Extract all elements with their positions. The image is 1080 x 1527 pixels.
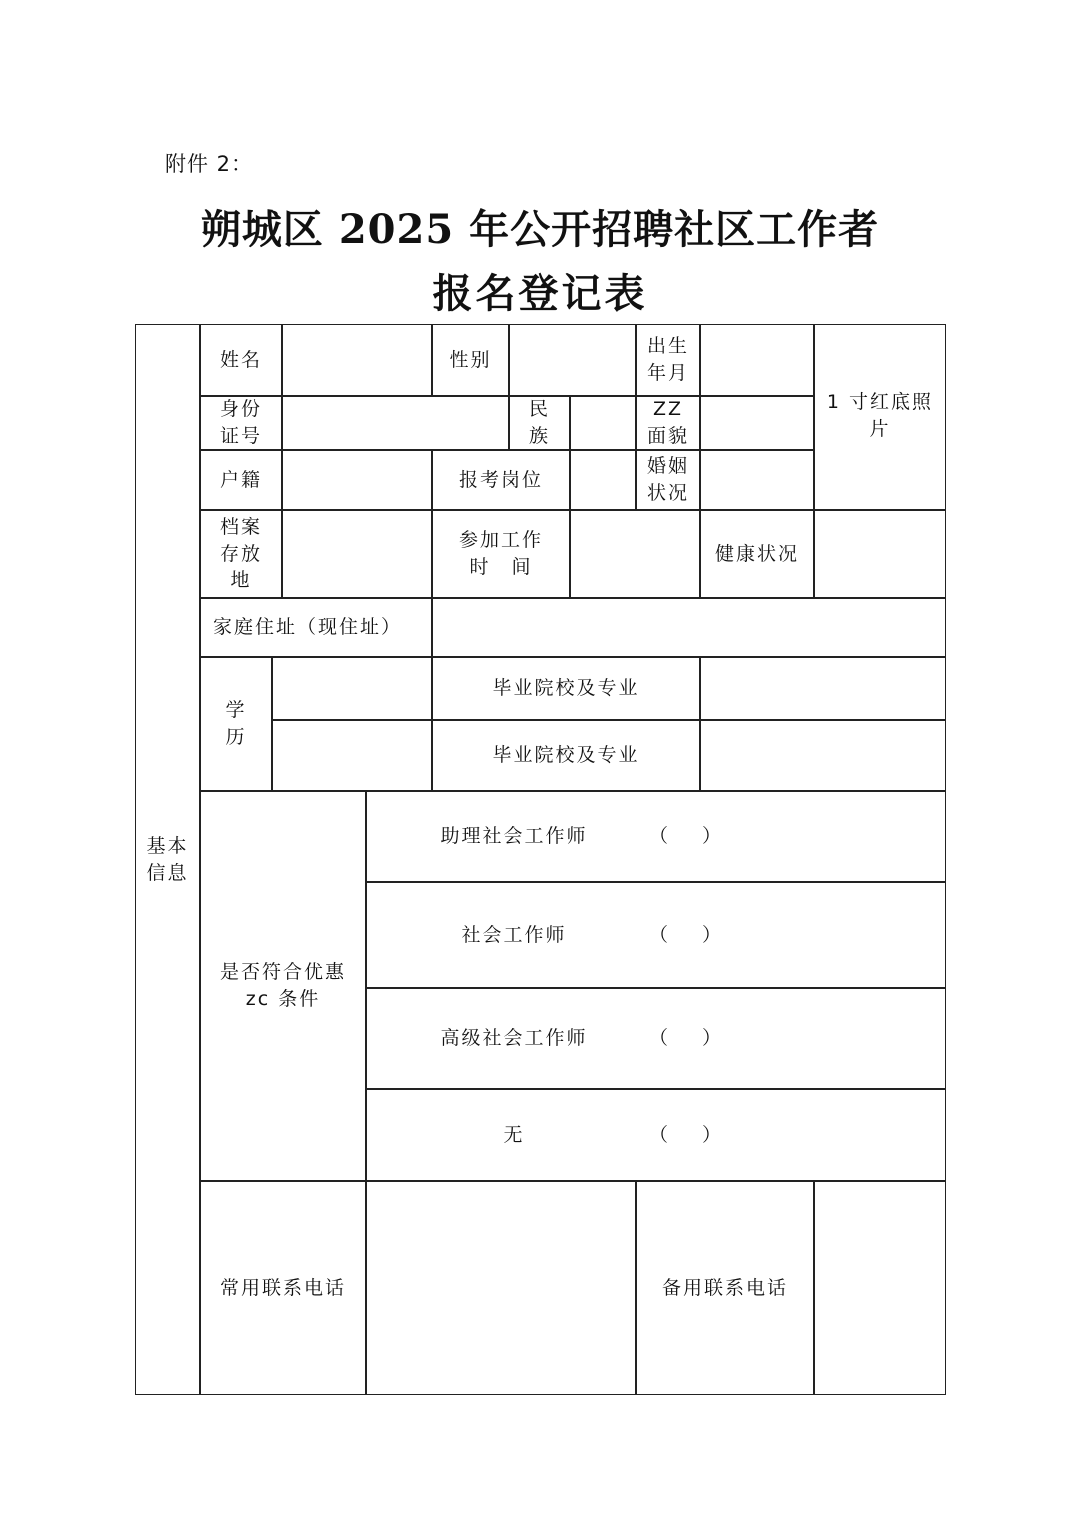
option-checkbox[interactable]: （ ） bbox=[649, 923, 736, 946]
name-field[interactable] bbox=[282, 324, 432, 396]
birth-label: 出生 年月 bbox=[636, 324, 700, 396]
phone-backup-field[interactable] bbox=[814, 1181, 946, 1395]
political-status-field[interactable] bbox=[700, 396, 814, 450]
option-assistant-social-worker[interactable] bbox=[366, 791, 946, 882]
address-field[interactable] bbox=[432, 598, 946, 657]
option-label: 无 bbox=[503, 1123, 525, 1146]
option-checkbox[interactable]: （ ） bbox=[649, 1027, 736, 1050]
attachment-label: 附件 2： bbox=[165, 152, 254, 176]
name-label: 姓名 bbox=[200, 324, 282, 396]
option-label: 社会工作师 bbox=[461, 923, 567, 946]
option-none[interactable] bbox=[366, 1089, 946, 1181]
address-label: 家庭住址（现住址） bbox=[200, 598, 432, 657]
health-label: 健康状况 bbox=[700, 510, 814, 598]
school-major-field-2[interactable] bbox=[700, 720, 946, 791]
photo-box[interactable]: 1 寸红底照 片 bbox=[814, 324, 946, 510]
ethnicity-field[interactable] bbox=[570, 396, 636, 450]
option-label: 高级社会工作师 bbox=[440, 1027, 588, 1050]
position-label: 报考岗位 bbox=[432, 450, 570, 510]
marital-status-label: 婚姻 状况 bbox=[636, 450, 700, 510]
work-start-field[interactable] bbox=[570, 510, 700, 598]
birth-field[interactable] bbox=[700, 324, 814, 396]
political-status-label: ZZ 面貌 bbox=[636, 396, 700, 450]
section-basic-info: 基本 信息 bbox=[135, 324, 200, 1395]
health-field[interactable] bbox=[814, 510, 946, 598]
position-field[interactable] bbox=[570, 450, 636, 510]
school-major-label-1: 毕业院校及专业 bbox=[432, 657, 700, 720]
work-start-label: 参加工作 时 间 bbox=[432, 510, 570, 598]
education-field-1[interactable] bbox=[272, 657, 432, 720]
id-number-field[interactable] bbox=[282, 396, 509, 450]
education-label: 学 历 bbox=[200, 657, 272, 791]
education-field-2[interactable] bbox=[272, 720, 432, 791]
form-subtitle: 报名登记表 bbox=[432, 270, 648, 317]
option-senior-social-worker[interactable] bbox=[366, 988, 946, 1089]
gender-field[interactable] bbox=[509, 324, 636, 396]
option-checkbox[interactable]: （ ） bbox=[649, 825, 736, 848]
marital-status-field[interactable] bbox=[700, 450, 814, 510]
policy-condition-label: 是否符合优惠 zc 条件 bbox=[200, 791, 366, 1181]
ethnicity-label: 民 族 bbox=[509, 396, 570, 450]
school-major-label-2: 毕业院校及专业 bbox=[432, 720, 700, 791]
gender-label: 性别 bbox=[432, 324, 509, 396]
school-major-field-1[interactable] bbox=[700, 657, 946, 720]
id-number-label: 身份 证号 bbox=[200, 396, 282, 450]
archive-location-field[interactable] bbox=[282, 510, 432, 598]
option-social-worker[interactable] bbox=[366, 882, 946, 988]
phone-main-label: 常用联系电话 bbox=[200, 1181, 366, 1395]
phone-main-field[interactable] bbox=[366, 1181, 636, 1395]
phone-backup-label: 备用联系电话 bbox=[636, 1181, 814, 1395]
option-checkbox[interactable]: （ ） bbox=[649, 1123, 736, 1146]
form-title: 朔城区 2025 年公开招聘社区工作者 bbox=[200, 206, 880, 253]
option-label: 助理社会工作师 bbox=[440, 825, 588, 848]
household-field[interactable] bbox=[282, 450, 432, 510]
archive-location-label: 档案 存放 地 bbox=[200, 510, 282, 598]
household-label: 户籍 bbox=[200, 450, 282, 510]
